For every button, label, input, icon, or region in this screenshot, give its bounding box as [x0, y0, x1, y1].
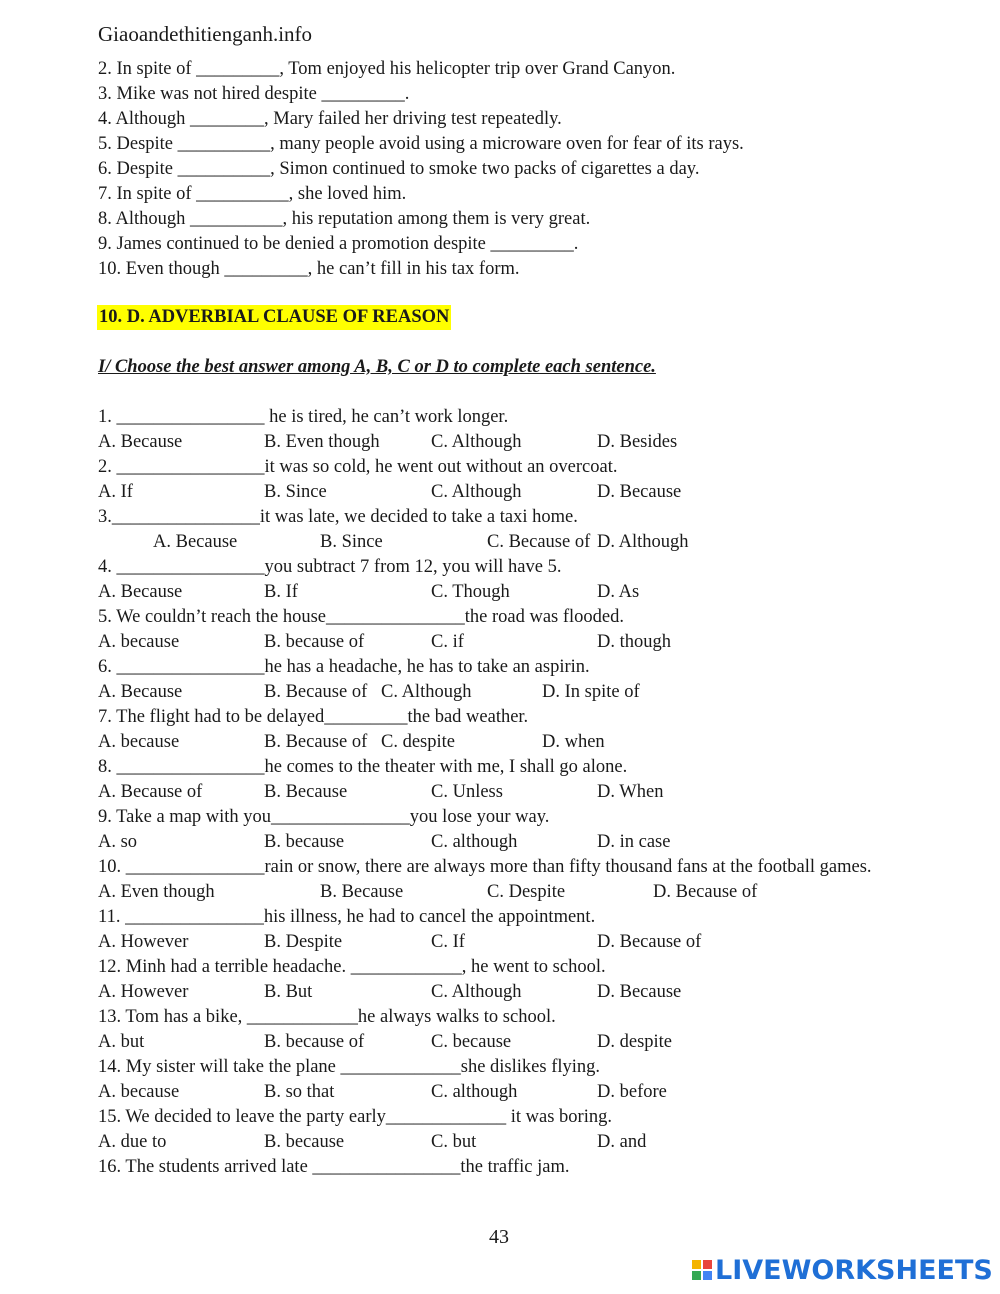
option-b[interactable]: B. Since [320, 532, 383, 552]
question-text: 13. Tom has a bike, ____________he always walks to school. [98, 1007, 556, 1027]
logo-square-icon [703, 1271, 712, 1280]
logo-square-icon [692, 1260, 701, 1269]
exercise-line: 6. Despite __________, Simon continued to smoke two packs of cigarettes a day. [98, 159, 700, 179]
option-c[interactable]: C. Despite [487, 882, 566, 902]
option-b[interactable]: B. because of [264, 1032, 365, 1052]
option-a[interactable]: A. Even though [98, 882, 215, 902]
question-text: 12. Minh had a terrible headache. ____________, he went to school. [98, 957, 606, 977]
option-d[interactable]: D. Because of [653, 882, 758, 902]
question-text: 3.________________it was late, we decided to take a taxi home. [98, 507, 578, 527]
option-d[interactable]: D. and [597, 1132, 647, 1152]
option-c[interactable]: C. although [431, 1082, 518, 1102]
question-text: 6. ________________he has a headache, he has to take an aspirin. [98, 657, 590, 677]
section-heading: 10. D. ADVERBIAL CLAUSE OF REASON [97, 305, 451, 330]
option-row [98, 1030, 898, 1055]
page-number: 43 [489, 1226, 509, 1248]
option-c[interactable]: C. Though [431, 582, 510, 602]
option-c[interactable]: C. Although [431, 982, 522, 1002]
option-a[interactable]: A. because [98, 632, 180, 652]
question-text: 11. _______________his illness, he had to cancel the appointment. [98, 907, 596, 927]
option-d[interactable]: D. In spite of [542, 682, 640, 702]
option-c[interactable]: C. Because of [487, 532, 591, 552]
option-a[interactable]: A. Because [153, 532, 238, 552]
option-a[interactable]: A. However [98, 982, 189, 1002]
option-row [98, 930, 898, 955]
exercise-line: 8. Although __________, his reputation among them is very great. [98, 209, 591, 229]
option-d[interactable]: D. Besides [597, 432, 678, 452]
question-text: 4. ________________you subtract 7 from 12, you will have 5. [98, 557, 562, 577]
option-c[interactable]: C. Although [431, 482, 522, 502]
option-b[interactable]: B. because [264, 1132, 345, 1152]
option-row [98, 1080, 898, 1105]
option-row [98, 430, 898, 455]
option-c[interactable]: C. Although [381, 682, 472, 702]
exercise-line: 3. Mike was not hired despite _________. [98, 84, 410, 104]
option-a[interactable]: A. but [98, 1032, 145, 1052]
option-a[interactable]: A. Because [98, 682, 183, 702]
option-d[interactable]: D. before [597, 1082, 667, 1102]
logo-square-icon [692, 1271, 701, 1280]
option-a[interactable]: A. because [98, 1082, 180, 1102]
option-d[interactable]: D. though [597, 632, 671, 652]
option-d[interactable]: D. when [542, 732, 605, 752]
question-text: 2. ________________it was so cold, he went out without an overcoat. [98, 457, 618, 477]
exercise-line: 2. In spite of _________, Tom enjoyed his helicopter trip over Grand Canyon. [98, 59, 676, 79]
option-b[interactable]: B. Even though [264, 432, 380, 452]
logo-text: LIVEWORKSHEETS [715, 1254, 993, 1286]
question-text: 1. ________________ he is tired, he can’t work longer. [98, 407, 509, 427]
logo-grid-icon [692, 1260, 712, 1280]
question-text: 9. Take a map with you_______________you lose your way. [98, 807, 550, 827]
option-b[interactable]: B. because of [264, 632, 365, 652]
exercise-line: 7. In spite of __________, she loved him. [98, 184, 407, 204]
option-c[interactable]: C. because [431, 1032, 512, 1052]
question-text: 10. _______________rain or snow, there are always more than fifty thousand fans at the football games. [98, 857, 872, 877]
option-d[interactable]: D. Because [597, 982, 682, 1002]
option-row [98, 480, 898, 505]
question-text: 15. We decided to leave the party early_____________ it was boring. [98, 1107, 612, 1127]
option-a[interactable]: A. If [98, 482, 133, 502]
option-b[interactable]: B. Because of [264, 682, 368, 702]
option-row [98, 830, 898, 855]
option-row [98, 530, 898, 555]
option-d[interactable]: D. As [597, 582, 640, 602]
site-name: Giaoandethitienganh.info [98, 22, 313, 46]
option-b[interactable]: B. Because of [264, 732, 368, 752]
option-a[interactable]: A. Because [98, 432, 183, 452]
option-a[interactable]: A. because [98, 732, 180, 752]
question-text: 5. We couldn’t reach the house_______________the road was flooded. [98, 607, 624, 627]
option-row [98, 1130, 898, 1155]
logo-square-icon [703, 1260, 712, 1269]
option-a[interactable]: A. Because [98, 582, 183, 602]
exercise-line: 4. Although ________, Mary failed her driving test repeatedly. [98, 109, 562, 129]
option-d[interactable]: D. Because [597, 482, 682, 502]
question-text: 8. ________________he comes to the theater with me, I shall go alone. [98, 757, 628, 777]
option-b[interactable]: B. because [264, 832, 345, 852]
exercise-line: 5. Despite __________, many people avoid using a microware oven for fear of its rays. [98, 134, 744, 154]
option-d[interactable]: D. When [597, 782, 664, 802]
option-row [98, 630, 898, 655]
option-c[interactable]: C. although [431, 832, 518, 852]
option-c[interactable]: C. if [431, 632, 464, 652]
option-row [98, 730, 898, 755]
option-d[interactable]: D. Because of [597, 932, 702, 952]
option-c[interactable]: C. Unless [431, 782, 503, 802]
option-b[interactable]: B. Since [264, 482, 327, 502]
exercise-line: 10. Even though _________, he can’t fill in his tax form. [98, 259, 520, 279]
option-b[interactable]: B. Because [264, 782, 348, 802]
question-text: 16. The students arrived late ________________the traffic jam. [98, 1157, 570, 1177]
option-row [98, 780, 898, 805]
option-d[interactable]: D. Although [597, 532, 689, 552]
option-b[interactable]: B. If [264, 582, 298, 602]
option-b[interactable]: B. But [264, 982, 313, 1002]
option-a[interactable]: A. due to [98, 1132, 167, 1152]
option-d[interactable]: D. despite [597, 1032, 673, 1052]
option-b[interactable]: B. Because [320, 882, 404, 902]
option-a[interactable]: A. Because of [98, 782, 203, 802]
option-b[interactable]: B. so that [264, 1082, 335, 1102]
option-c[interactable]: C. despite [381, 732, 455, 752]
option-d[interactable]: D. in case [597, 832, 671, 852]
option-c[interactable]: C. but [431, 1132, 477, 1152]
option-c[interactable]: C. Although [431, 432, 522, 452]
option-c[interactable]: C. If [431, 932, 465, 952]
option-b[interactable]: B. Despite [264, 932, 343, 952]
option-row [98, 580, 898, 605]
previous-exercise [98, 57, 958, 282]
option-row [98, 980, 898, 1005]
question-text: 7. The flight had to be delayed_________the bad weather. [98, 707, 529, 727]
question-text: 14. My sister will take the plane _____________she dislikes flying. [98, 1057, 601, 1077]
option-a[interactable]: A. However [98, 932, 189, 952]
liveworksheets-logo[interactable] [692, 1253, 993, 1287]
option-row [98, 880, 898, 905]
section-instruction: I/ Choose the best answer among A, B, C or D to complete each sentence. [98, 357, 656, 377]
option-row [98, 680, 898, 705]
question-list [98, 405, 898, 1180]
option-a[interactable]: A. so [98, 832, 138, 852]
exercise-line: 9. James continued to be denied a promotion despite _________. [98, 234, 579, 254]
